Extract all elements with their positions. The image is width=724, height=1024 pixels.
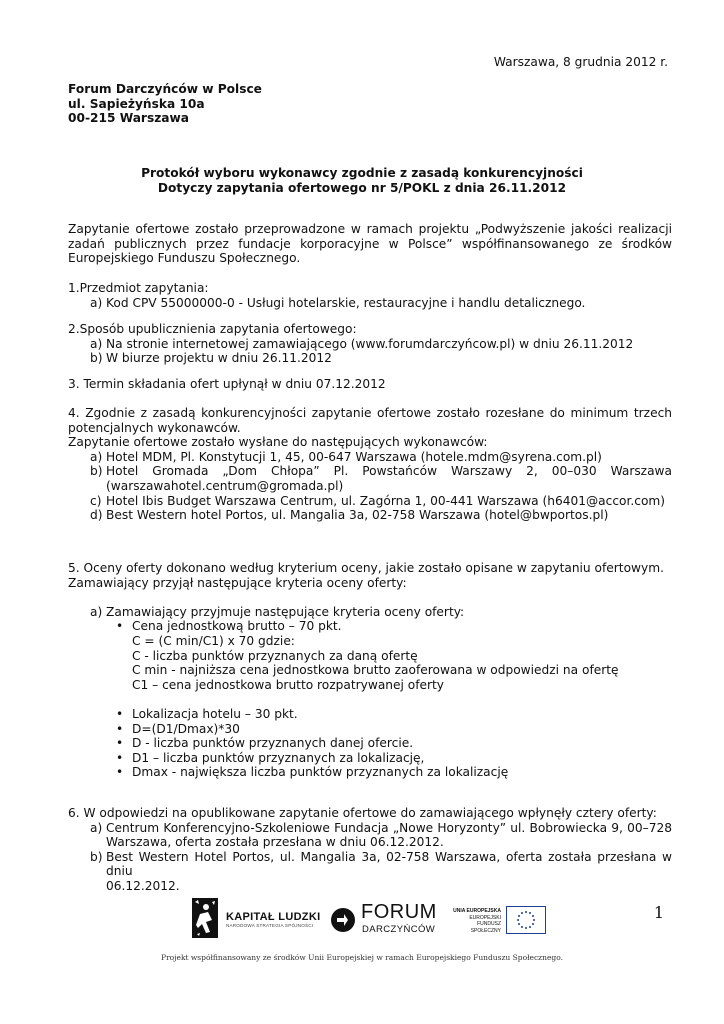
eu-text-line: UNIA EUROPEJSKA	[453, 908, 501, 914]
eu-text-line: FUNDUSZ SPOŁECZNY	[470, 921, 501, 934]
bullet-text: Lokalizacja hotelu – 30 pkt.	[132, 706, 298, 721]
list-item-text: Kod CPV 55000000-0 - Usługi hotelarskie, restauracyjne i handlu detalicznego.	[106, 295, 586, 310]
bullet-text: D1 – liczba punktów przyznanych za lokalizację,	[132, 750, 425, 765]
page-number: 1	[653, 903, 664, 922]
section-6	[68, 806, 672, 894]
title-line-1: Protokół wyboru wykonawcy zgodnie z zasadą konkurencyjności	[141, 166, 583, 180]
address-line: ul. Sapieżyńska 10a	[68, 96, 205, 111]
bullet-item	[68, 765, 672, 780]
bullet-icon: •	[116, 736, 124, 751]
section-4	[68, 406, 672, 523]
list-item	[68, 351, 672, 366]
bullet-item	[68, 619, 672, 634]
list-item-text: Centrum Konferencyjno-Szkoleniowe Fundacja „Nowe Horyzonty” ul. Bobrowiecka 9, 00–728	[106, 820, 672, 835]
document-title	[0, 166, 724, 195]
list-item	[68, 605, 672, 620]
intro-paragraph: Zapytanie ofertowe zostało przeprowadzone w ramach projektu „Podwyższenie jakości realizacji zadań publicznych przez fundacje korporacyjne w Polsce” współfinansowanego ze środków Europejskiego Funduszu Społecznego.	[68, 222, 672, 266]
bullet-item	[68, 751, 672, 766]
kapital-ludzki-subtitle: NARODOWA STRATEGIA SPÓJNOŚCI	[226, 923, 314, 928]
footer-logos	[0, 896, 724, 946]
forum-logo-title: FORUM	[361, 901, 437, 923]
eu-logo-text	[446, 908, 501, 934]
document-date: Warszawa, 8 grudnia 2012 r.	[493, 55, 668, 69]
section-heading: 6. W odpowiedzi na opublikowane zapytanie ofertowe do zamawiającego wpłynęły cztery oferty:	[68, 806, 657, 820]
kapital-ludzki-logo-icon	[192, 898, 218, 938]
list-marker: a)	[90, 336, 103, 351]
list-marker: a)	[90, 820, 103, 835]
address-line: 00-215 Warszawa	[68, 111, 189, 126]
list-item	[68, 296, 672, 311]
section-paragraph: 4. Zgodnie z zasadą konkurencyjności zapytanie ofertowe zostało rozesłane do minimum trzech potencjalnych wykonawców.	[68, 406, 672, 435]
section-heading: 1.Przedmiot zapytania:	[68, 281, 209, 295]
list-item	[68, 821, 672, 850]
list-marker: b)	[90, 464, 103, 479]
bullet-icon: •	[116, 619, 124, 634]
forum-logo-subtitle: DARCZYŃCÓW	[362, 924, 436, 935]
list-item-text: Hotel Gromada „Dom Chłopa” Pl. Powstańców Warszawy 2, 00–030 Warszawa	[106, 464, 672, 479]
section-3: 3. Termin składania ofert upłynął w dniu 07.12.2012	[68, 377, 386, 391]
bullet-icon: •	[116, 765, 124, 780]
list-item-text-continued: (warszawahotel.centrum@gromada.pl)	[106, 478, 344, 493]
list-item-text: Na stronie internetowej zamawiającego (www.forumdarczyńcow.pl) w dniu 26.11.2012	[106, 336, 634, 351]
list-item	[68, 494, 672, 509]
formula-line: C min - najniższa cena jednostkowa brutto zaoferowana w odpowiedzi na ofertę	[132, 663, 619, 678]
list-item	[68, 464, 672, 493]
list-marker: d)	[90, 508, 103, 523]
list-item-text: Best Western hotel Portos, ul. Mangalia 3a, 02-758 Warszawa (hotel@bwportos.pl)	[106, 508, 609, 523]
list-item	[68, 337, 672, 352]
list-item	[68, 450, 672, 465]
list-item	[68, 850, 672, 894]
bullet-icon: •	[116, 721, 124, 736]
kapital-ludzki-title: KAPITAŁ LUDZKI	[226, 911, 321, 923]
list-marker: b)	[90, 849, 103, 864]
eu-flag-icon	[506, 906, 546, 934]
section-paragraph: Zamawiający przyjął następujące kryteria oceny oferty:	[68, 575, 407, 590]
list-item-text-continued: Warszawa, oferta została przesłana w dniu 06.12.2012.	[106, 835, 444, 850]
bullet-item	[68, 722, 672, 737]
section-1	[68, 281, 672, 310]
bullet-icon: •	[116, 706, 124, 721]
formula-line: C1 – cena jednostkowa brutto rozpatrywanej oferty	[132, 677, 445, 692]
bullet-text: Cena jednostkową brutto – 70 pkt.	[132, 619, 342, 634]
list-item-text: Hotel Ibis Budget Warszawa Centrum, ul. Zagórna 1, 00-441 Warszawa (h6401@accor.com)	[106, 493, 666, 508]
section-subheading: Zapytanie ofertowe zostało wysłane do następujących wykonawców:	[68, 435, 488, 450]
bullet-text: Dmax - największa liczba punktów przyznanych za lokalizację	[132, 765, 509, 780]
eu-text-line: EUROPEJSKI	[469, 914, 501, 921]
sender-address	[68, 82, 262, 126]
list-marker: c)	[90, 493, 102, 508]
list-marker: a)	[90, 604, 103, 619]
bullet-text: D - liczba punktów przyznanych danej ofercie.	[132, 736, 414, 751]
formula-line: C = (C min/C1) x 70 gdzie:	[132, 633, 295, 648]
section-5	[68, 561, 672, 780]
address-line: Forum Darczyńców w Polsce	[68, 82, 262, 96]
list-item-text: Hotel MDM, Pl. Konstytucji 1, 45, 00-647 Warszawa (hotele.mdm@syrena.com.pl)	[106, 449, 602, 464]
list-item-text: Zamawiający przyjmuje następujące kryteria oceny oferty:	[106, 604, 465, 619]
section-2	[68, 322, 672, 366]
list-item-text: W biurze projektu w dniu 26.11.2012	[106, 351, 332, 366]
bullet-item	[68, 707, 672, 722]
list-marker: a)	[90, 295, 103, 310]
bullet-item	[68, 736, 672, 751]
formula-line: C - liczba punktów przyznanych za daną ofertę	[132, 648, 418, 663]
forum-darczyncow-logo-icon	[330, 905, 356, 935]
list-item	[68, 508, 672, 523]
bullet-icon: •	[116, 750, 124, 765]
list-item-text-continued: 06.12.2012.	[106, 878, 180, 893]
list-item-text: Best Western Hotel Portos, ul. Mangalia 3a, 02-758 Warszawa, oferta została przesłana w dniu	[106, 849, 672, 879]
title-line-2: Dotyczy zapytania ofertowego nr 5/POKL z dnia 26.11.2012	[157, 180, 567, 195]
section-paragraph: 5. Oceny oferty dokonano według kryterium oceny, jakie zostało opisane w zapytaniu ofertowym.	[68, 561, 664, 575]
list-marker: b)	[90, 351, 103, 366]
bullet-text: D=(D1/Dmax)*30	[132, 721, 240, 736]
list-marker: a)	[90, 449, 103, 464]
section-heading: 2.Sposób upublicznienia zapytania ofertowego:	[68, 322, 357, 336]
footer-note: Projekt współfinansowany ze środków Unii Europejskiej w ramach Europejskiego Funduszu Społecznego.	[161, 953, 563, 962]
